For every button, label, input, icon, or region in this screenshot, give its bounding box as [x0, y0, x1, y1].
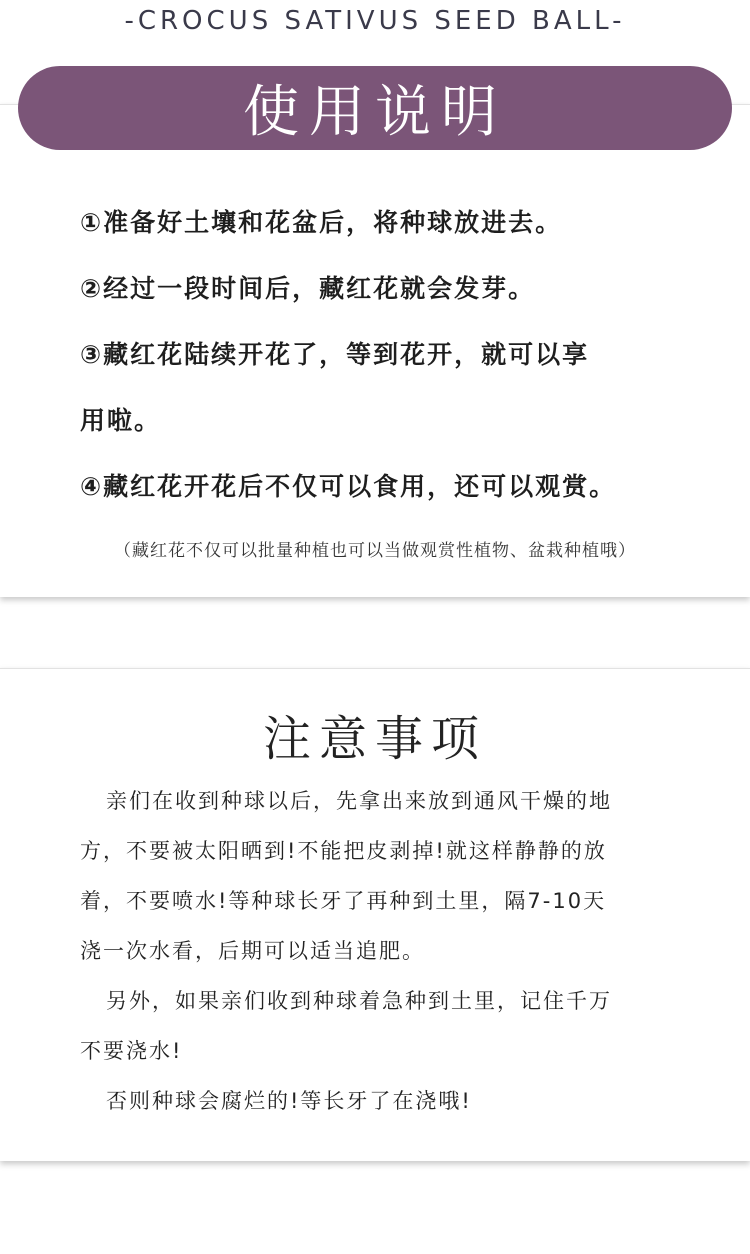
- precautions-title: 注意事项: [262, 711, 487, 767]
- step-3: ③藏红花陆续开花了，等到花开，就可以享: [80, 340, 590, 369]
- step-3-continued: 用啦。: [80, 406, 162, 435]
- instruction-steps: [80, 190, 700, 520]
- precautions-paragraph-2: [80, 976, 680, 1076]
- precautions-paragraph-3: [80, 1076, 680, 1126]
- precautions-paragraph-1: [80, 776, 680, 976]
- instructions-title: 使用说明: [243, 80, 507, 145]
- instructions-title-banner: [18, 66, 732, 150]
- step-1: ①准备好土壤和花盆后，将种球放进去。: [80, 208, 563, 237]
- english-subtitle: -CROCUS SATIVUS SEED BALL-: [124, 6, 626, 36]
- paragraph-line: 另外，如果亲们收到种球着急种到土里，记住千万: [106, 989, 612, 1013]
- planting-note: （藏红花不仅可以批量种植也可以当做观赏性植物、盆栽种植哦）: [114, 541, 636, 561]
- paragraph-line: 否则种球会腐烂的!等长牙了在浇哦!: [106, 1089, 472, 1113]
- paragraph-line: 方，不要被太阳晒到!不能把皮剥掉!就这样静静的放: [80, 839, 607, 863]
- paragraph-line: 着，不要喷水!等种球长牙了再种到土里，隔7-10天: [80, 889, 607, 913]
- step-4: ④藏红花开花后不仅可以食用，还可以观赏。: [80, 472, 617, 501]
- paragraph-line: 浇一次水看，后期可以适当追肥。: [80, 939, 425, 963]
- paragraph-line: 不要浇水!: [80, 1039, 183, 1063]
- paragraph-line: 亲们在收到种球以后，先拿出来放到通风干燥的地: [106, 789, 612, 813]
- step-2: ②经过一段时间后，藏红花就会发芽。: [80, 274, 536, 303]
